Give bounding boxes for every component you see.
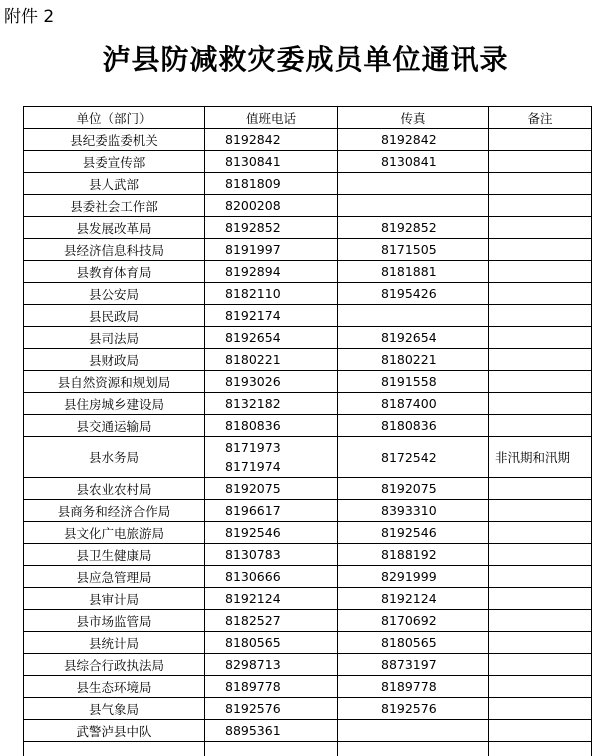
table-row bbox=[24, 195, 592, 217]
duty-phone-cell: 8191997 bbox=[205, 239, 338, 261]
duty-phone-cell: 8200208 bbox=[205, 195, 338, 217]
duty-phone-line-2: 8171974 bbox=[225, 457, 337, 476]
remarks-cell bbox=[489, 415, 592, 437]
duty-phone-cell: 8196617 bbox=[205, 500, 338, 522]
fax-cell: 8291999 bbox=[338, 566, 489, 588]
duty-phone-cell: 8192546 bbox=[205, 522, 338, 544]
header-unit: 单位（部门） bbox=[24, 107, 205, 129]
remarks-cell bbox=[489, 239, 592, 261]
duty-phone-cell: 8189778 bbox=[205, 676, 338, 698]
fax-cell bbox=[338, 173, 489, 195]
page-title: 泸县防减救灾委成员单位通讯录 bbox=[0, 38, 611, 78]
table-row bbox=[24, 415, 592, 437]
unit-cell: 县纪委监委机关 bbox=[24, 129, 205, 151]
remarks-cell bbox=[489, 522, 592, 544]
unit-cell: 县发展改革局 bbox=[24, 217, 205, 239]
remarks-cell bbox=[489, 349, 592, 371]
table-row bbox=[24, 500, 592, 522]
unit-cell: 县审计局 bbox=[24, 588, 205, 610]
contact-table bbox=[23, 106, 592, 756]
table-row bbox=[24, 217, 592, 239]
remarks-cell bbox=[489, 305, 592, 327]
table-row bbox=[24, 437, 592, 478]
unit-cell: 县应急管理局 bbox=[24, 566, 205, 588]
fax-cell bbox=[338, 305, 489, 327]
header-fax: 传真 bbox=[338, 107, 489, 129]
duty-phone-line-1: 8171973 bbox=[225, 438, 337, 457]
remarks-cell bbox=[489, 588, 592, 610]
fax-cell: 8192842 bbox=[338, 129, 489, 151]
fax-cell: 8180836 bbox=[338, 415, 489, 437]
duty-phone-cell bbox=[205, 437, 338, 478]
table-row bbox=[24, 261, 592, 283]
remarks-cell bbox=[489, 283, 592, 305]
duty-phone-cell: 8192075 bbox=[205, 478, 338, 500]
unit-cell: 县公安局 bbox=[24, 283, 205, 305]
remarks-cell bbox=[489, 327, 592, 349]
remarks-cell bbox=[489, 261, 592, 283]
table-header-row bbox=[24, 107, 592, 129]
duty-phone-cell: 8130841 bbox=[205, 151, 338, 173]
fax-cell: 8180221 bbox=[338, 349, 489, 371]
duty-phone-cell: 8192576 bbox=[205, 698, 338, 720]
duty-phone-cell: 8192852 bbox=[205, 217, 338, 239]
remarks-cell bbox=[489, 698, 592, 720]
table-row bbox=[24, 676, 592, 698]
fax-cell: 8192576 bbox=[338, 698, 489, 720]
fax-cell: 8192124 bbox=[338, 588, 489, 610]
header-duty-phone: 值班电话 bbox=[205, 107, 338, 129]
fax-cell: 8189778 bbox=[338, 676, 489, 698]
duty-phone-cell: 8182527 bbox=[205, 610, 338, 632]
fax-cell bbox=[338, 720, 489, 742]
table-row bbox=[24, 588, 592, 610]
remarks-cell bbox=[489, 544, 592, 566]
duty-phone-cell: 8180836 bbox=[205, 415, 338, 437]
fax-cell: 8195426 bbox=[338, 283, 489, 305]
duty-phone-cell: 8182110 bbox=[205, 283, 338, 305]
unit-cell: 县教育体育局 bbox=[24, 261, 205, 283]
fax-cell: 8192654 bbox=[338, 327, 489, 349]
unit-cell: 县水务局 bbox=[24, 437, 205, 478]
remarks-cell bbox=[489, 566, 592, 588]
duty-phone-cell: 8130783 bbox=[205, 544, 338, 566]
unit-cell: 县交通运输局 bbox=[24, 415, 205, 437]
duty-phone-cell: 8193026 bbox=[205, 371, 338, 393]
remarks-cell bbox=[489, 742, 592, 756]
fax-cell bbox=[338, 195, 489, 217]
fax-cell: 8187400 bbox=[338, 393, 489, 415]
unit-cell: 县民政局 bbox=[24, 305, 205, 327]
fax-cell: 8181881 bbox=[338, 261, 489, 283]
remarks-cell bbox=[489, 478, 592, 500]
unit-cell: 县人武部 bbox=[24, 173, 205, 195]
table-row bbox=[24, 349, 592, 371]
fax-cell: 8180565 bbox=[338, 632, 489, 654]
unit-cell: 县经济信息科技局 bbox=[24, 239, 205, 261]
table-row bbox=[24, 173, 592, 195]
table-row bbox=[24, 371, 592, 393]
table-row bbox=[24, 720, 592, 742]
unit-cell: 县住房城乡建设局 bbox=[24, 393, 205, 415]
fax-cell: 8171505 bbox=[338, 239, 489, 261]
duty-phone-cell: 8192174 bbox=[205, 305, 338, 327]
fax-cell: 8172542 bbox=[338, 437, 489, 478]
duty-phone-cell: 8192124 bbox=[205, 588, 338, 610]
unit-cell: 县生态环境局 bbox=[24, 676, 205, 698]
remarks-cell bbox=[489, 393, 592, 415]
remarks-cell bbox=[489, 173, 592, 195]
duty-phone-cell: 8192842 bbox=[205, 129, 338, 151]
table-row bbox=[24, 610, 592, 632]
fax-cell: 8191558 bbox=[338, 371, 489, 393]
duty-phone-cell bbox=[205, 742, 338, 756]
table-row bbox=[24, 544, 592, 566]
remarks-cell bbox=[489, 217, 592, 239]
table-row bbox=[24, 654, 592, 676]
duty-phone-cell: 8298713 bbox=[205, 654, 338, 676]
remarks-cell bbox=[489, 195, 592, 217]
unit-cell: 县农业农村局 bbox=[24, 478, 205, 500]
table-row bbox=[24, 129, 592, 151]
fax-cell: 8192075 bbox=[338, 478, 489, 500]
fax-cell: 8188192 bbox=[338, 544, 489, 566]
fax-cell: 8873197 bbox=[338, 654, 489, 676]
fax-cell: 8130841 bbox=[338, 151, 489, 173]
unit-cell: 县统计局 bbox=[24, 632, 205, 654]
attachment-label: 附件 2 bbox=[4, 2, 54, 27]
unit-cell: 县财政局 bbox=[24, 349, 205, 371]
table-row bbox=[24, 327, 592, 349]
remarks-cell bbox=[489, 610, 592, 632]
duty-phone-cell: 8130666 bbox=[205, 566, 338, 588]
unit-cell: 县司法局 bbox=[24, 327, 205, 349]
unit-cell: 县市场监管局 bbox=[24, 610, 205, 632]
remarks-cell bbox=[489, 632, 592, 654]
remarks-cell bbox=[489, 676, 592, 698]
fax-cell: 8393310 bbox=[338, 500, 489, 522]
unit-cell: 县自然资源和规划局 bbox=[24, 371, 205, 393]
duty-phone-cell: 8132182 bbox=[205, 393, 338, 415]
unit-cell: 县气象局 bbox=[24, 698, 205, 720]
unit-cell: 县综合行政执法局 bbox=[24, 654, 205, 676]
fax-cell: 8192852 bbox=[338, 217, 489, 239]
unit-cell: 县商务和经济合作局 bbox=[24, 500, 205, 522]
unit-cell: 武警泸县中队 bbox=[24, 720, 205, 742]
duty-phone-cell: 8895361 bbox=[205, 720, 338, 742]
table-row bbox=[24, 698, 592, 720]
table-row bbox=[24, 478, 592, 500]
table-row bbox=[24, 305, 592, 327]
remarks-cell bbox=[489, 371, 592, 393]
table-row bbox=[24, 239, 592, 261]
remarks-cell bbox=[489, 500, 592, 522]
table-row bbox=[24, 566, 592, 588]
unit-cell: 县卫生健康局 bbox=[24, 544, 205, 566]
unit-cell bbox=[24, 742, 205, 756]
table-row bbox=[24, 151, 592, 173]
remarks-cell bbox=[489, 720, 592, 742]
remarks-cell bbox=[489, 654, 592, 676]
remarks-cell: 非汛期和汛期 bbox=[489, 437, 592, 478]
duty-phone-cell: 8180221 bbox=[205, 349, 338, 371]
table-row bbox=[24, 393, 592, 415]
duty-phone-cell: 8192894 bbox=[205, 261, 338, 283]
table-row-partial bbox=[24, 742, 592, 756]
remarks-cell bbox=[489, 151, 592, 173]
table-row bbox=[24, 283, 592, 305]
unit-cell: 县委宣传部 bbox=[24, 151, 205, 173]
duty-phone-cell: 8181809 bbox=[205, 173, 338, 195]
table-row bbox=[24, 522, 592, 544]
header-remarks: 备注 bbox=[489, 107, 592, 129]
remarks-cell bbox=[489, 129, 592, 151]
unit-cell: 县文化广电旅游局 bbox=[24, 522, 205, 544]
fax-cell bbox=[338, 742, 489, 756]
fax-cell: 8170692 bbox=[338, 610, 489, 632]
duty-phone-cell: 8180565 bbox=[205, 632, 338, 654]
duty-phone-cell: 8192654 bbox=[205, 327, 338, 349]
fax-cell: 8192546 bbox=[338, 522, 489, 544]
table-row bbox=[24, 632, 592, 654]
unit-cell: 县委社会工作部 bbox=[24, 195, 205, 217]
